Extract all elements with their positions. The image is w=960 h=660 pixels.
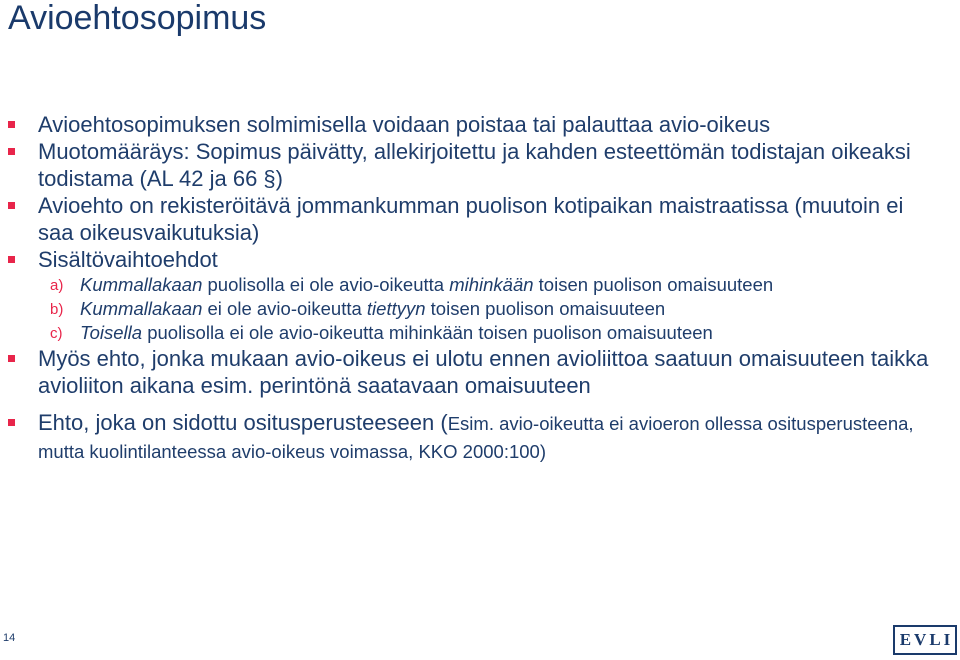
sub-item-emphasis: mihinkään bbox=[449, 274, 534, 295]
sub-item-marker: c) bbox=[50, 325, 63, 342]
page-number: 14 bbox=[3, 632, 16, 644]
slide-title: Avioehtosopimus bbox=[8, 0, 267, 37]
bullet-text: Avioehtosopimuksen solmimisella voidaan poistaa tai palauttaa avio-oikeus bbox=[38, 112, 771, 137]
bullet-item bbox=[0, 192, 960, 246]
bullet-item bbox=[0, 138, 960, 192]
slide-content bbox=[0, 111, 960, 465]
sub-item-emphasis: Toisella bbox=[80, 322, 143, 343]
sub-item-text: toisen puolison omaisuuteen bbox=[533, 274, 774, 295]
bullet-square-icon bbox=[8, 202, 15, 209]
bullet-item bbox=[0, 246, 960, 273]
bullet-square-icon bbox=[8, 355, 15, 362]
sub-item-emphasis: tiettyyn bbox=[366, 298, 426, 319]
sub-item-text: puolisolla ei ole avio-oikeutta bbox=[202, 274, 450, 295]
bullet-text-small: Esim. avio-oikeutta ei avioeron ollessa ositusperusteena, mutta kuolintilanteessa avio-oikeus voimassa, KKO 2000:100) bbox=[38, 413, 914, 462]
evli-logo: EVLI bbox=[893, 625, 957, 655]
sub-item-marker: a) bbox=[50, 277, 64, 294]
sub-item-text: puolisolla ei ole avio-oikeutta mihinkään toisen puolison omaisuuteen bbox=[142, 322, 713, 343]
bullet-item bbox=[0, 345, 960, 399]
bullet-text: Ehto, joka on sidottu ositusperusteeseen ( bbox=[38, 410, 448, 435]
sub-item bbox=[0, 321, 960, 345]
sub-item-emphasis: Kummallakaan bbox=[80, 274, 203, 295]
sub-item bbox=[0, 273, 960, 297]
bullet-square-icon bbox=[8, 121, 15, 128]
bullet-text: Avioehto on rekisteröitävä jommankumman puolison kotipaikan maistraatissa (muutoin ei saa oikeusvaikutuksia) bbox=[38, 193, 904, 245]
sub-item-text: toisen puolison omaisuuteen bbox=[425, 298, 666, 319]
bullet-text: Myös ehto, jonka mukaan avio-oikeus ei ulotu ennen avioliittoa saatuun omaisuuteen taikka avioliiton aikana esim. perintönä saatavaan omaisuuteen bbox=[38, 346, 929, 398]
bullet-square-icon bbox=[8, 256, 15, 263]
sub-item-marker: b) bbox=[50, 301, 64, 318]
sub-item bbox=[0, 297, 960, 321]
bullet-item bbox=[0, 409, 960, 465]
bullet-square-icon bbox=[8, 148, 15, 155]
bullet-item bbox=[0, 111, 960, 138]
bullet-text: Muotomääräys: Sopimus päivätty, allekirjoitettu ja kahden esteettömän todistajan oikeaksi todistama (AL 42 ja 66 §) bbox=[38, 139, 911, 191]
sub-item-emphasis: Kummallakaan bbox=[80, 298, 203, 319]
bullet-text: Sisältövaihtoehdot bbox=[38, 247, 218, 272]
sub-item-text: ei ole avio-oikeutta bbox=[202, 298, 367, 319]
bullet-square-icon bbox=[8, 419, 15, 426]
